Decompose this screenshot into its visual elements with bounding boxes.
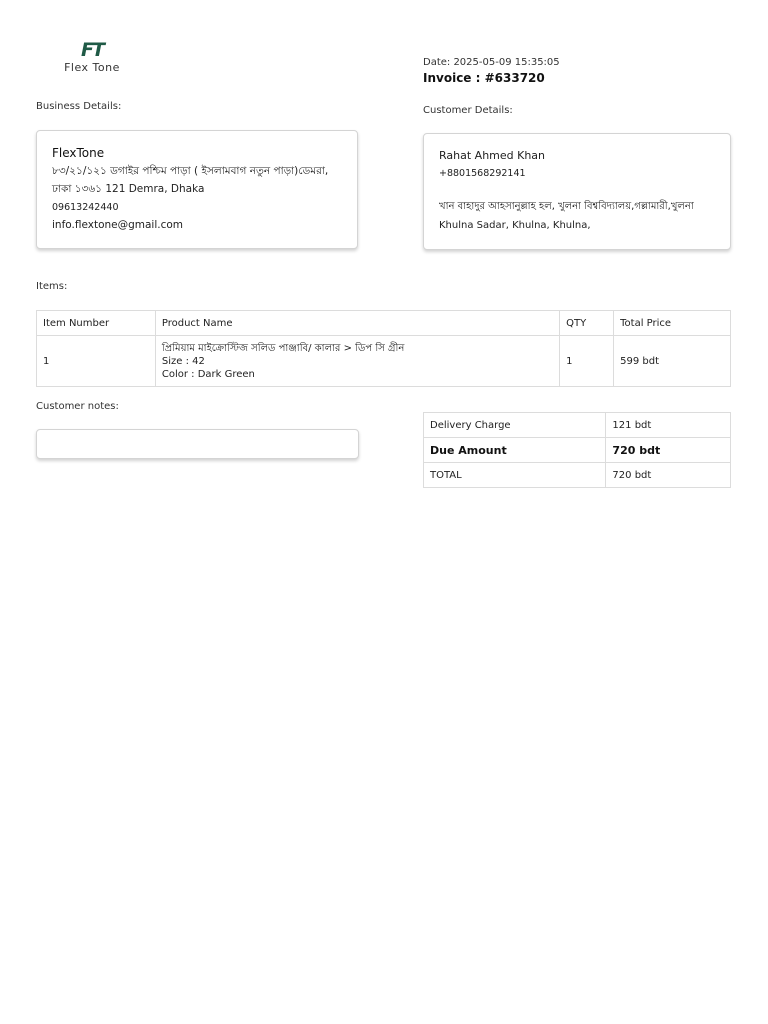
product-size: Size : 42	[161, 355, 205, 367]
customer-notes-heading: Customer notes:	[36, 401, 119, 412]
product-name-cell	[155, 336, 559, 387]
total-value: 720 bdt	[606, 463, 731, 488]
customer-name: Rahat Ahmed Khan	[439, 149, 546, 162]
column-header: Product Name	[155, 311, 559, 336]
logo-mark: FT	[81, 39, 103, 61]
invoice-meta	[423, 57, 560, 85]
business-name: FlexTone	[52, 146, 105, 160]
items-table-header	[37, 311, 731, 336]
due-amount-label: Due Amount	[424, 438, 606, 463]
customer-details-heading: Customer Details:	[423, 105, 513, 116]
invoice-date: Date: 2025-05-09 15:35:05	[423, 57, 560, 68]
business-details-card	[36, 130, 358, 249]
product-color: Color : Dark Green	[161, 368, 255, 380]
company-logo	[56, 40, 128, 74]
customer-address	[439, 197, 715, 235]
delivery-charge-label: Delivery Charge	[424, 413, 606, 438]
customer-address-line1: খান বাহাদুর আহসানুল্লাহ হল, খুলনা বিশ্ববিদ্যালয়,গল্লামারী,খুলনা	[439, 201, 694, 212]
business-address-line1: ৮৩/২১/১২১ ডগাইর পশ্চিম পাড়া ( ইসলামবাগ নতুন পাড়া)ডেমরা,	[52, 165, 329, 177]
due-amount-row	[424, 438, 731, 463]
product-name: প্রিমিয়াম মাইক্রোস্টিজ সলিড পাঞ্জাবি/ কালার > ডিপ সি গ্রীন	[161, 342, 405, 354]
business-email: info.flextone@gmail.com	[52, 219, 184, 231]
invoice-number: Invoice : #633720	[423, 71, 545, 85]
customer-phone: +8801568292141	[439, 168, 526, 179]
total-price-cell: 599 bdt	[614, 336, 731, 387]
items-table	[36, 310, 731, 387]
column-header: Total Price	[614, 311, 731, 336]
item-number-cell: 1	[37, 336, 156, 387]
column-header: QTY	[560, 311, 614, 336]
customer-details-card	[423, 133, 731, 250]
customer-notes-box	[36, 429, 359, 459]
items-heading: Items:	[36, 281, 68, 292]
customer-address-line2: Khulna Sadar, Khulna, Khulna,	[439, 220, 591, 231]
total-row	[424, 463, 731, 488]
column-header: Item Number	[37, 311, 156, 336]
table-row	[37, 336, 731, 387]
delivery-charge-row	[424, 413, 731, 438]
business-phone: 09613242440	[52, 202, 119, 213]
delivery-charge-value: 121 bdt	[606, 413, 731, 438]
total-label: TOTAL	[424, 463, 606, 488]
business-address-line2: ঢাকা ১৩৬১ 121 Demra, Dhaka	[52, 183, 205, 195]
totals-table	[423, 412, 731, 488]
due-amount-value: 720 bdt	[606, 438, 731, 463]
qty-cell: 1	[560, 336, 614, 387]
business-details-heading: Business Details:	[36, 101, 122, 112]
logo-text: Flex Tone	[64, 61, 120, 74]
